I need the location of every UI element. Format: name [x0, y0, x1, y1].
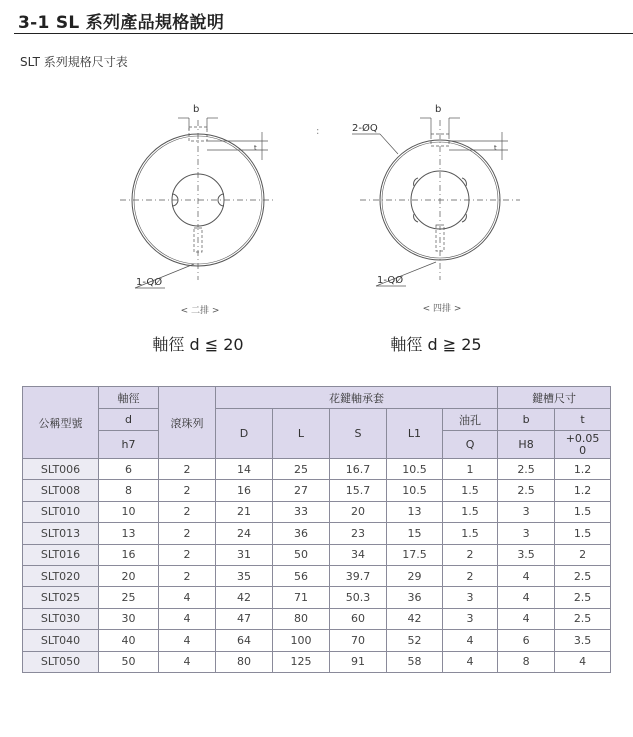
table-cell: 2: [443, 544, 498, 565]
table-cell: 64: [216, 630, 273, 651]
table-row: [23, 587, 611, 608]
table-cell: 16.7: [330, 459, 387, 480]
table-cell: 6: [498, 630, 555, 651]
table-cell: 40: [99, 630, 159, 651]
table-cell: 91: [330, 651, 387, 672]
table-cell: 42: [216, 587, 273, 608]
table-cell: 17.5: [387, 544, 443, 565]
table-cell: 20: [330, 501, 387, 522]
table-cell: 70: [330, 630, 387, 651]
table-cell: 2: [159, 501, 216, 522]
table-cell: 1.5: [555, 501, 611, 522]
table-cell: 29: [387, 565, 443, 586]
header-t: t: [555, 409, 611, 431]
table-cell: 58: [387, 651, 443, 672]
table-cell: 4: [159, 587, 216, 608]
model-cell: SLT040: [23, 630, 99, 651]
table-cell: 24: [216, 523, 273, 544]
dim-q-left: 1-QØ: [136, 277, 163, 288]
header-shaft: 軸徑: [99, 387, 159, 409]
spec-table-body: [23, 459, 611, 673]
header-S: S: [330, 409, 387, 459]
table-cell: 25: [99, 587, 159, 608]
title-divider: [14, 33, 633, 34]
table-cell: 60: [330, 608, 387, 629]
header-oil: 油孔: [443, 409, 498, 431]
table-row: [23, 459, 611, 480]
model-cell: SLT013: [23, 523, 99, 544]
table-cell: 16: [216, 480, 273, 501]
model-cell: SLT008: [23, 480, 99, 501]
header-h7: h7: [99, 431, 159, 459]
model-cell: SLT006: [23, 459, 99, 480]
diagram-caption-left: < 二排 >: [180, 306, 220, 316]
table-cell: 4: [498, 587, 555, 608]
table-cell: 4: [555, 651, 611, 672]
table-cell: 125: [273, 651, 330, 672]
table-cell: 4: [498, 608, 555, 629]
table-cell: 30: [99, 608, 159, 629]
table-cell: 2.5: [555, 608, 611, 629]
table-cell: 14: [216, 459, 273, 480]
header-D: D: [216, 409, 273, 459]
table-cell: 1: [443, 459, 498, 480]
table-cell: 39.7: [330, 565, 387, 586]
table-cell: 2: [159, 480, 216, 501]
table-cell: 2: [159, 565, 216, 586]
table-cell: 2: [159, 459, 216, 480]
table-cell: 2: [443, 565, 498, 586]
table-cell: 4: [498, 565, 555, 586]
table-cell: 3: [498, 501, 555, 522]
dim-q-top-right: 2-ØQ: [352, 123, 378, 134]
table-cell: 34: [330, 544, 387, 565]
table-cell: 1.5: [555, 523, 611, 544]
table-cell: 3: [443, 608, 498, 629]
table-cell: 80: [273, 608, 330, 629]
table-cell: 4: [159, 608, 216, 629]
model-cell: SLT016: [23, 544, 99, 565]
table-cell: 2.5: [555, 565, 611, 586]
dim-q-right: 1-QØ: [377, 275, 404, 286]
table-cell: 21: [216, 501, 273, 522]
diagram-two-row: [120, 118, 276, 288]
table-cell: 25: [273, 459, 330, 480]
model-cell: SLT050: [23, 651, 99, 672]
table-cell: 3: [443, 587, 498, 608]
table-cell: 10.5: [387, 459, 443, 480]
table-cell: 35: [216, 565, 273, 586]
table-cell: 1.2: [555, 459, 611, 480]
table-cell: 31: [216, 544, 273, 565]
spec-table: [22, 386, 611, 673]
header-key: 鍵槽尺寸: [498, 387, 611, 409]
table-cell: 16: [99, 544, 159, 565]
table-cell: 4: [443, 630, 498, 651]
table-row: [23, 523, 611, 544]
dim-t-right: t: [494, 144, 497, 152]
table-cell: 15: [387, 523, 443, 544]
table-row: [23, 651, 611, 672]
header-b: b: [498, 409, 555, 431]
table-cell: 1.2: [555, 480, 611, 501]
model-cell: SLT020: [23, 565, 99, 586]
table-cell: 23: [330, 523, 387, 544]
table-cell: 2.5: [498, 480, 555, 501]
shaft-formula-left: 軸徑 d ≦ 20: [152, 335, 244, 354]
table-cell: 15.7: [330, 480, 387, 501]
table-cell: 1.5: [443, 480, 498, 501]
table-cell: 1.5: [443, 501, 498, 522]
table-cell: 2.5: [498, 459, 555, 480]
table-cell: 2: [159, 523, 216, 544]
table-cell: 13: [99, 523, 159, 544]
header-L: L: [273, 409, 330, 459]
table-cell: 10.5: [387, 480, 443, 501]
header-rows: 滾珠列: [159, 387, 216, 459]
table-cell: 52: [387, 630, 443, 651]
table-row: [23, 630, 611, 651]
table-cell: 50: [273, 544, 330, 565]
shaft-formula-right: 軸徑 d ≧ 25: [390, 335, 482, 354]
table-cell: 3.5: [498, 544, 555, 565]
header-Q: Q: [443, 431, 498, 459]
table-cell: 47: [216, 608, 273, 629]
table-cell: 71: [273, 587, 330, 608]
table-cell: 3: [498, 523, 555, 544]
page-title: 3-1 SL 系列產品規格說明: [18, 13, 225, 33]
dim-b-left: b: [193, 104, 200, 115]
table-cell: 6: [99, 459, 159, 480]
header-t-tolerance: +0.05 0: [555, 431, 611, 459]
table-cell: 27: [273, 480, 330, 501]
table-cell: 42: [387, 608, 443, 629]
header-H8: H8: [498, 431, 555, 459]
table-row: [23, 544, 611, 565]
dim-b-right: b: [435, 104, 442, 115]
table-cell: 8: [498, 651, 555, 672]
table-cell: 13: [387, 501, 443, 522]
separator-mark: :: [316, 126, 320, 137]
table-cell: 4: [159, 630, 216, 651]
header-model: 公稱型號: [23, 387, 99, 459]
table-cell: 36: [387, 587, 443, 608]
table-cell: 33: [273, 501, 330, 522]
table-cell: 8: [99, 480, 159, 501]
table-cell: 1.5: [443, 523, 498, 544]
model-cell: SLT010: [23, 501, 99, 522]
model-cell: SLT025: [23, 587, 99, 608]
table-cell: 100: [273, 630, 330, 651]
table-cell: 50.3: [330, 587, 387, 608]
table-cell: 80: [216, 651, 273, 672]
header-d: d: [99, 409, 159, 431]
spline-drawings: [0, 90, 633, 300]
table-cell: 4: [443, 651, 498, 672]
table-cell: 2.5: [555, 587, 611, 608]
section-subtitle: SLT 系列規格尺寸表: [20, 55, 128, 69]
table-cell: 10: [99, 501, 159, 522]
header-L1: L1: [387, 409, 443, 459]
table-row: [23, 565, 611, 586]
table-cell: 3.5: [555, 630, 611, 651]
dim-t-left: t: [254, 144, 257, 152]
table-cell: 56: [273, 565, 330, 586]
table-row: [23, 501, 611, 522]
model-cell: SLT030: [23, 608, 99, 629]
diagram-caption-right: < 四排 >: [422, 304, 462, 314]
table-cell: 36: [273, 523, 330, 544]
table-cell: 2: [159, 544, 216, 565]
table-cell: 4: [159, 651, 216, 672]
table-row: [23, 480, 611, 501]
table-cell: 50: [99, 651, 159, 672]
table-cell: 2: [555, 544, 611, 565]
header-bearing: 花鍵軸承套: [216, 387, 498, 409]
table-row: [23, 608, 611, 629]
table-cell: 20: [99, 565, 159, 586]
